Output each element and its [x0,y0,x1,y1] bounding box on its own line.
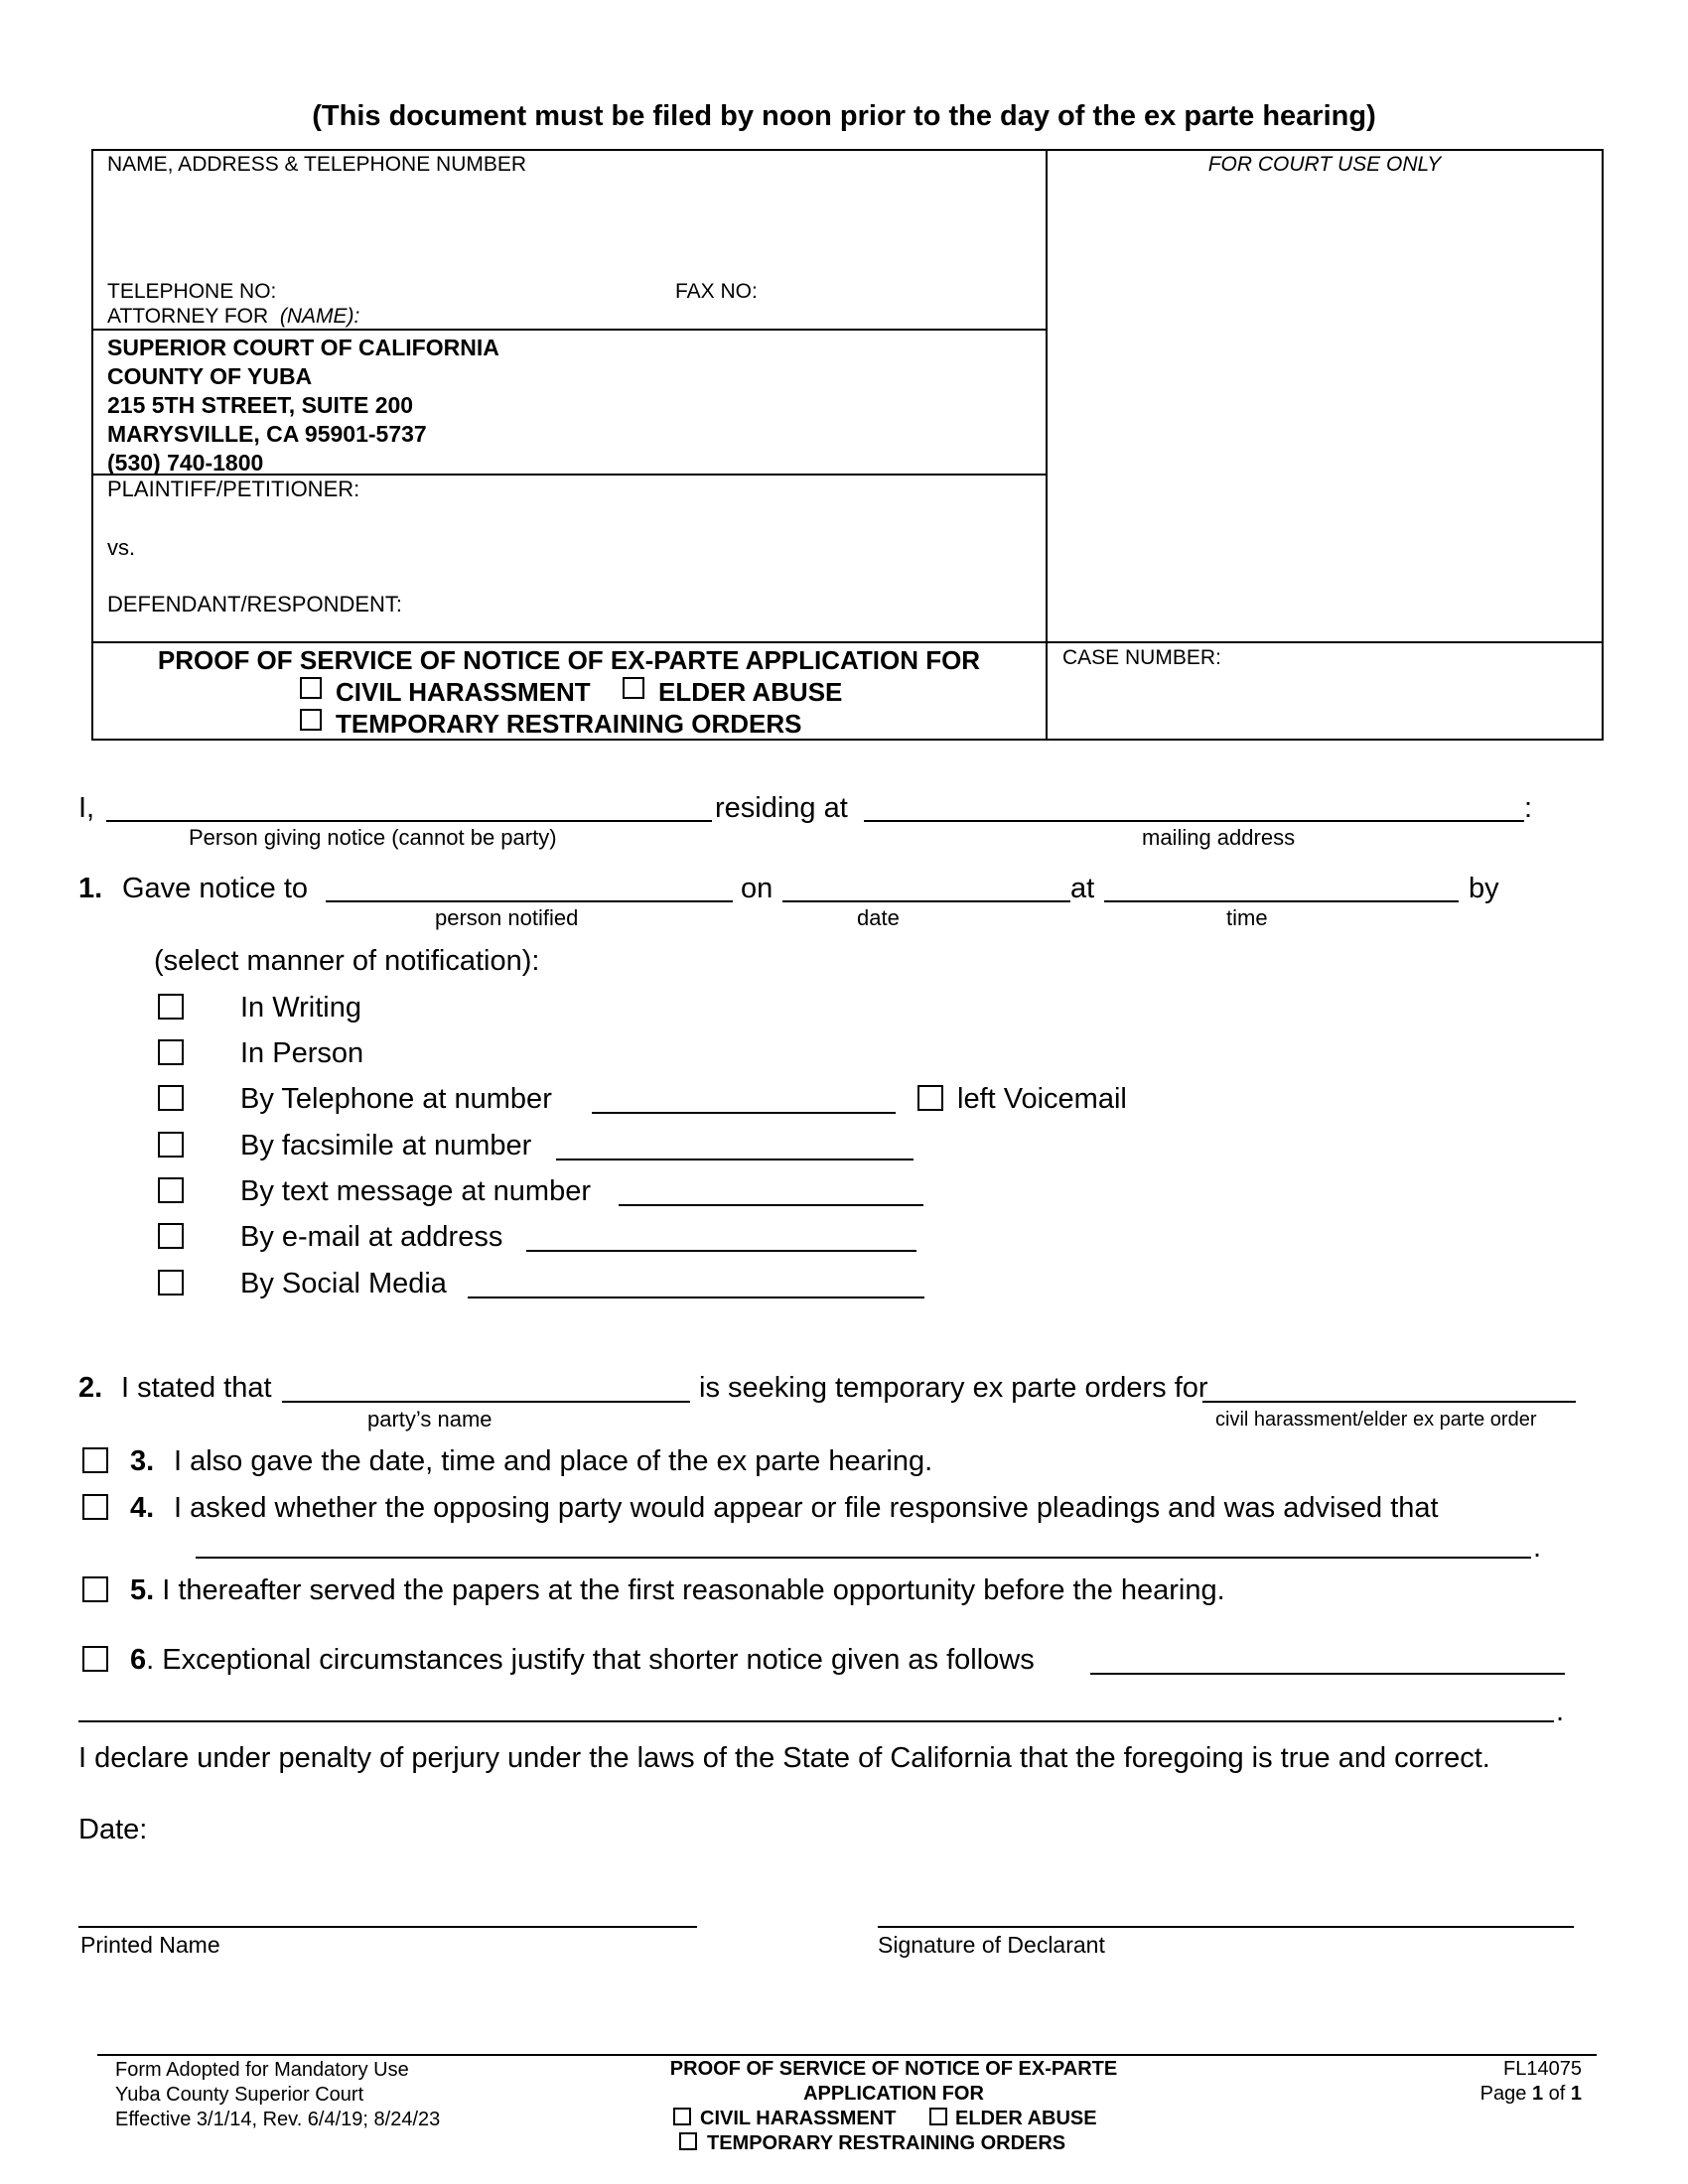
party-name-field[interactable] [282,1401,690,1403]
select-manner-label: (select manner of notification): [154,945,540,977]
left-voicemail-checkbox[interactable] [917,1085,943,1111]
item3-text: I also gave the date, time and place of the ex parte hearing. [174,1445,933,1477]
by-social-media-label: By Social Media [240,1268,447,1299]
telephone-label: TELEPHONE NO: [107,280,277,303]
by-text-checkbox[interactable] [158,1177,184,1203]
court-address [107,334,499,478]
footer-adopted: Form Adopted for Mandatory Use [115,2059,409,2081]
court-city: MARYSVILLE, CA 95901-5737 [107,421,427,447]
declarant-prefix: I, [78,792,95,824]
on-label: on [741,873,774,904]
footer-civil-checkbox[interactable] [673,2108,691,2125]
court-county: COUNTY OF YUBA [107,363,313,389]
item4-response-field[interactable] [196,1557,1531,1559]
item3-number: 3. [130,1445,155,1477]
in-writing-label: In Writing [240,992,361,1024]
by-email-checkbox[interactable] [158,1223,184,1249]
item5-line: 5. I thereafter served the papers at the first reasonable opportunity before the hearing. [130,1574,1225,1606]
person-notified-field[interactable] [326,900,733,902]
footer-title-2: APPLICATION FOR [803,2083,984,2105]
in-person-label: In Person [240,1037,364,1069]
title-tro-label: TEMPORARY RESTRAINING ORDERS [336,709,802,739]
printed-name-label: Printed Name [80,1932,220,1958]
signature-field[interactable] [878,1926,1574,1928]
facsimile-number-field[interactable] [556,1159,914,1160]
defendant-label: DEFENDANT/RESPONDENT: [107,592,403,616]
printed-name-field[interactable] [78,1926,697,1928]
page-indicator: Page 1 of 1 [1479,2083,1582,2105]
item4-number: 4. [130,1492,155,1524]
by-telephone-label: By Telephone at number [240,1083,552,1115]
by-social-media-checkbox[interactable] [158,1270,184,1296]
footer-rule [97,2054,1597,2056]
name-address-label: NAME, ADDRESS & TELEPHONE NUMBER [107,153,527,176]
email-address-field[interactable] [526,1250,916,1252]
party-name-hint: party’s name [367,1407,492,1432]
footer-tro-checkbox[interactable] [679,2132,697,2150]
in-person-checkbox[interactable] [158,1039,184,1065]
attorney-for-label: ATTORNEY FOR (NAME): [107,305,360,328]
form-title: PROOF OF SERVICE OF NOTICE OF EX-PARTE APPLICATION FOR [157,645,981,675]
item4-text: I asked whether the opposing party would appear or file responsive pleadings and was advised that [174,1492,1439,1524]
court-phone: (530) 740-1800 [107,450,264,476]
vs-label: vs. [107,535,136,560]
item6-circumstances-field-2[interactable] [78,1720,1554,1722]
text-number-field[interactable] [619,1204,923,1206]
title-civil-harassment-checkbox[interactable] [300,677,322,699]
person-notified-hint: person notified [435,905,579,930]
footer-title-1: PROOF OF SERVICE OF NOTICE OF EX-PARTE [669,2058,1118,2080]
seeking-orders-label: is seeking temporary ex parte orders for [699,1372,1208,1404]
left-voicemail-label: left Voicemail [957,1083,1127,1115]
by-telephone-checkbox[interactable] [158,1085,184,1111]
title-elder-abuse-label: ELDER ABUSE [658,677,843,707]
notice-time-field[interactable] [1104,900,1459,902]
case-number-label: CASE NUMBER: [1062,646,1221,669]
telephone-number-field[interactable] [592,1112,896,1114]
by-email-label: By e-mail at address [240,1221,503,1253]
date-hint: date [857,905,900,930]
title-tro-checkbox[interactable] [300,709,322,731]
plaintiff-label: PLAINTIFF/PETITIONER: [107,477,360,501]
fax-label: FAX NO: [675,280,758,303]
by-facsimile-checkbox[interactable] [158,1132,184,1158]
form-number: FL14075 [1503,2058,1582,2080]
title-elder-abuse-checkbox[interactable] [623,677,644,699]
order-type-field[interactable] [1202,1401,1576,1403]
mailing-address-field[interactable] [864,820,1524,822]
item4-checkbox[interactable] [82,1494,108,1520]
court-use-label: FOR COURT USE ONLY [1207,153,1442,176]
by-facsimile-label: By facsimile at number [240,1130,532,1161]
filing-notice: (This document must be filed by noon prior to the day of the ex parte hearing) [312,100,1376,132]
item4-period: . [1533,1532,1542,1564]
footer-elder-checkbox[interactable] [929,2108,947,2125]
court-name: SUPERIOR COURT OF CALIFORNIA [107,335,499,360]
by-label: by [1469,873,1499,904]
declaration-date-field[interactable] [159,1809,556,1848]
footer-elder-label: ELDER ABUSE [955,2108,1097,2129]
declarant-colon: : [1524,792,1533,824]
item6-period: . [1556,1696,1565,1727]
case-number-field[interactable] [1055,675,1592,731]
footer-civil-label: CIVIL HARASSMENT [700,2108,897,2129]
mailing-address-hint: mailing address [1142,825,1296,850]
item6-checkbox[interactable] [82,1646,108,1672]
item2-number: 2. [78,1372,103,1404]
item6-line: 6. Exceptional circumstances justify that shorter notice given as follows [130,1644,1035,1676]
signature-label: Signature of Declarant [878,1932,1105,1958]
social-media-field[interactable] [468,1297,924,1298]
footer-tro-label: TEMPORARY RESTRAINING ORDERS [707,2132,1066,2154]
item3-checkbox[interactable] [82,1447,108,1473]
date-label: Date: [78,1814,148,1845]
perjury-declaration: I declare under penalty of perjury under the laws of the State of California that the foregoing is true and correct. [78,1742,1490,1774]
in-writing-checkbox[interactable] [158,994,184,1020]
item1-number: 1. [78,873,103,904]
by-text-label: By text message at number [240,1175,591,1207]
footer-effective: Effective 3/1/14, Rev. 6/4/19; 8/24/23 [115,2109,441,2130]
title-civil-harassment-label: CIVIL HARASSMENT [336,677,591,707]
gave-notice-label: Gave notice to [122,873,308,904]
person-giving-notice-hint: Person giving notice (cannot be party) [189,825,557,850]
declarant-name-field[interactable] [106,820,712,822]
order-type-hint: civil harassment/elder ex parte order [1215,1409,1537,1431]
notice-date-field[interactable] [782,900,1070,902]
item5-checkbox[interactable] [82,1576,108,1602]
i-stated-that-label: I stated that [121,1372,272,1404]
footer-court: Yuba County Superior Court [115,2084,364,2106]
residing-at-label: residing at [715,792,848,824]
item6-circumstances-field-1[interactable] [1090,1673,1565,1675]
at-label: at [1070,873,1095,904]
time-hint: time [1226,905,1268,930]
court-street: 215 5TH STREET, SUITE 200 [107,392,414,418]
footer-left [115,2058,440,2132]
